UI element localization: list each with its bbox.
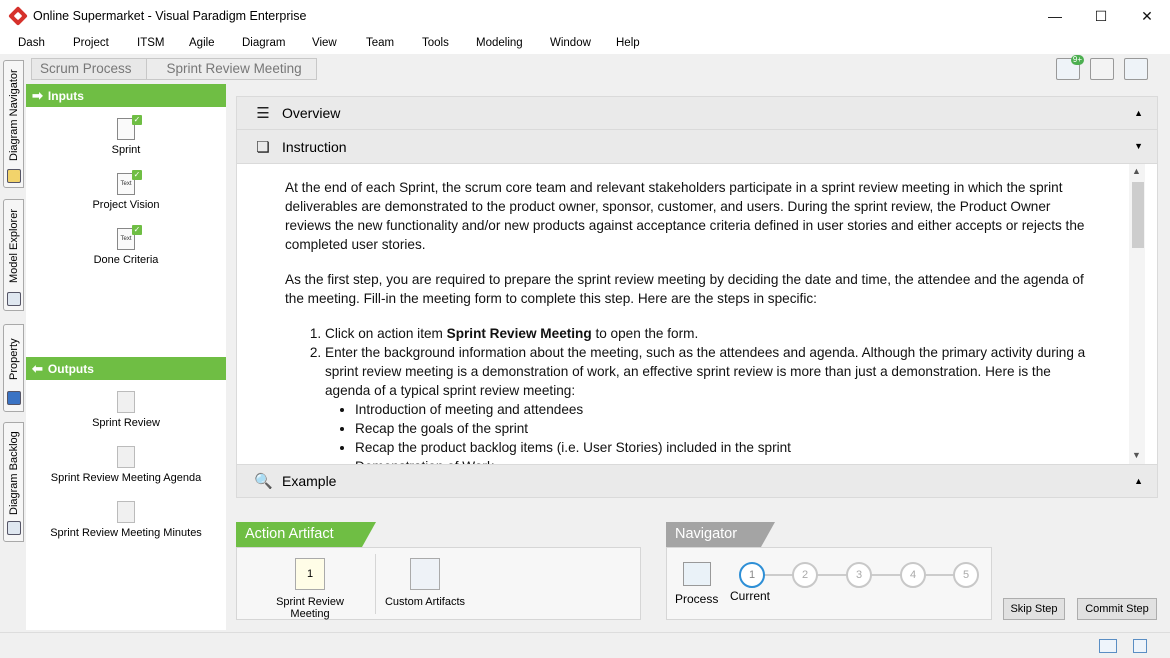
process-button[interactable] <box>675 562 718 606</box>
main-panel <box>236 96 1158 498</box>
outputs-header-label: Outputs <box>47 361 94 376</box>
tab-label: Model Explorer <box>8 209 20 283</box>
document-icon <box>117 446 135 468</box>
overview-section-header[interactable] <box>236 96 1158 130</box>
skip-step-button[interactable]: Skip Step <box>1003 598 1065 620</box>
title-bar <box>0 0 1170 32</box>
text-doc-icon: Text ✓ <box>117 173 135 195</box>
tab-diagram-backlog[interactable] <box>3 422 24 542</box>
check-icon: ✓ <box>133 225 141 234</box>
process-icon <box>683 562 711 586</box>
artifact-label: Custom Artifacts <box>384 596 466 608</box>
instruction-content <box>236 164 1158 464</box>
instruction-paragraph: As the first step, you are required to prepare the sprint review meeting by deciding the date and time, the attendee and the agenda of the meeting. Fill-in the meeting form to complete this step. Here are the steps in specific: <box>285 272 1084 306</box>
instruction-text <box>285 178 1097 476</box>
text-doc-icon: Text ✓ <box>117 228 135 250</box>
current-step-label: Current <box>730 589 771 603</box>
breadcrumb-sprint-review-meeting[interactable]: Sprint Review Meeting <box>146 58 317 80</box>
menu-team[interactable]: Team <box>366 37 395 49</box>
outputs-header <box>26 357 226 380</box>
output-label: Sprint Review Meeting Agenda <box>50 472 202 484</box>
caret-up-icon: ▲ <box>1134 476 1143 486</box>
model-explorer-icon <box>7 292 21 306</box>
input-project-vision[interactable] <box>26 170 226 211</box>
menu-help[interactable]: Help <box>616 37 640 49</box>
mail-icon[interactable] <box>1099 639 1117 653</box>
instruction-steps <box>325 324 1097 476</box>
step-1[interactable]: 1 <box>739 562 765 588</box>
artifact-custom-artifacts[interactable] <box>383 558 467 608</box>
example-section-header[interactable] <box>236 464 1158 498</box>
navigator-header: Navigator <box>666 522 761 547</box>
menu-view[interactable]: View <box>312 37 337 49</box>
breadcrumb <box>31 58 317 80</box>
menu-lines-icon: ☰ <box>256 105 270 122</box>
announcement-icon[interactable] <box>1056 55 1082 80</box>
overview-title: Overview <box>282 105 341 121</box>
navigator-panel <box>666 547 992 620</box>
arrow-right-icon: ➡ <box>32 87 43 103</box>
step-3[interactable]: 3 <box>846 562 872 588</box>
fit-width-icon[interactable] <box>1090 58 1114 80</box>
search-icon: 🔍 <box>254 473 273 490</box>
scroll-down-icon[interactable]: ▼ <box>1132 450 1141 460</box>
menu-diagram[interactable]: Diagram <box>242 37 286 49</box>
example-title: Example <box>282 473 337 489</box>
arrow-left-icon: ⬅ <box>32 360 43 376</box>
diagram-navigator-icon <box>7 169 21 183</box>
notification-badge: 9+ <box>1072 55 1082 64</box>
inputs-header <box>26 84 226 107</box>
inputs-header-label: Inputs <box>47 88 84 103</box>
divider <box>375 554 376 614</box>
menu-modeling[interactable]: Modeling <box>476 37 523 49</box>
tab-label: Property <box>8 338 20 380</box>
menu-tools[interactable]: Tools <box>422 37 449 49</box>
status-bar <box>0 632 1170 658</box>
io-panel <box>26 84 226 630</box>
window-title: Online Supermarket - Visual Paradigm Enterprise <box>33 9 307 23</box>
input-done-criteria[interactable] <box>26 225 226 266</box>
maximize-button[interactable]: ☐ <box>1094 7 1108 24</box>
input-label: Done Criteria <box>93 254 159 266</box>
custom-artifacts-icon <box>410 558 440 590</box>
scroll-up-icon[interactable]: ▲ <box>1132 166 1141 176</box>
scrollbar-thumb[interactable] <box>1132 182 1144 248</box>
action-item-name: Sprint Review Meeting <box>446 326 592 341</box>
property-icon <box>7 391 21 405</box>
instruction-scrollbar[interactable] <box>1129 164 1145 464</box>
check-icon: ✓ <box>133 115 141 124</box>
step-5[interactable]: 5 <box>953 562 979 588</box>
window-controls <box>1032 0 1170 32</box>
input-label: Sprint <box>111 144 141 156</box>
artifact-sprint-review-meeting[interactable] <box>255 558 365 620</box>
form-doc-icon: 1 <box>295 558 325 590</box>
document-icon <box>117 501 135 523</box>
menu-dash[interactable]: Dash <box>18 37 45 49</box>
document-icon <box>117 391 135 413</box>
tab-label: Diagram Backlog <box>8 431 20 515</box>
caret-up-icon: ▲ <box>1134 108 1143 118</box>
breadcrumb-scrum-process[interactable]: Scrum Process <box>31 58 147 80</box>
menu-itsm[interactable]: ITSM <box>137 37 165 49</box>
agenda-item: • Recap the product backlog items (i.e. User Stories) included in the sprint <box>355 438 1097 457</box>
top-toolbar <box>1056 55 1148 80</box>
tab-diagram-navigator[interactable] <box>3 60 24 188</box>
agenda-item: • Recap the goals of the sprint <box>355 419 1097 438</box>
artifact-label: Sprint Review Meeting <box>276 596 344 620</box>
step-2[interactable]: 2 <box>792 562 818 588</box>
instruction-book-icon: ❏ <box>256 138 270 156</box>
caret-down-icon: ▼ <box>1134 141 1143 151</box>
action-artifact-panel <box>236 547 641 620</box>
output-sprint-review-meeting-minutes[interactable] <box>26 501 226 539</box>
input-label: Project Vision <box>92 199 160 211</box>
instruction-title: Instruction <box>282 138 347 155</box>
instruction-step: 1. Click on action item Sprint Review Meeting to open the form. <box>325 324 1097 343</box>
step-indicator <box>739 562 983 588</box>
tab-model-explorer[interactable] <box>3 199 24 311</box>
process-label: Process <box>675 592 719 606</box>
instruction-step: 2. Enter the background information about the meeting, such as the attendees and agenda. Although the primary activity during a sprint review meeting is a demonstration of work, an effective sprint review is more than just a demonstration. Here is the agenda of a typical sprint review meeting: • Introduction of meeting and attendees • Recap the goals of the sprint • Recap the product backlog items (i.e. User Stories) included in the sprint • <box>325 343 1097 476</box>
menu-bar <box>0 32 1170 54</box>
input-sprint[interactable] <box>26 115 226 156</box>
action-artifact-header: Action Artifact <box>236 522 362 547</box>
output-sprint-review[interactable] <box>26 391 226 429</box>
side-tab-strip <box>0 54 26 634</box>
menu-window[interactable]: Window <box>550 37 591 49</box>
check-icon: ✓ <box>133 170 141 179</box>
table-doc-icon <box>117 115 141 140</box>
commit-step-button[interactable]: Commit Step <box>1077 598 1157 620</box>
output-label: Sprint Review <box>92 417 160 429</box>
diagram-backlog-icon <box>7 521 21 535</box>
instruction-section-header[interactable] <box>236 130 1158 164</box>
edit-document-icon[interactable] <box>1133 639 1147 653</box>
menu-project[interactable]: Project <box>73 37 109 49</box>
output-label: Sprint Review Meeting Minutes <box>50 527 202 539</box>
agenda-item: • Introduction of meeting and attendees <box>355 400 1097 419</box>
close-button[interactable]: ✕ <box>1141 7 1153 24</box>
app-logo-icon <box>8 6 28 26</box>
tab-label: Diagram Navigator <box>8 69 20 161</box>
menu-agile[interactable]: Agile <box>189 37 215 49</box>
tab-property[interactable] <box>3 324 24 412</box>
layout-icon[interactable] <box>1124 58 1148 80</box>
instruction-paragraph: At the end of each Sprint, the scrum core team and relevant stakeholders participate in a sprint review meeting in which the sprint deliverables are demonstrated to the product owner, sponsor, customer, and users. During the sprint review, the Product Owner reviews the new functionality and/or new products against acceptance criteria defined in user stories and either accepts or rejects the completed user stories. <box>285 180 1085 252</box>
output-sprint-review-meeting-agenda[interactable] <box>26 446 226 484</box>
minimize-button[interactable]: — <box>1048 8 1062 24</box>
step-4[interactable]: 4 <box>900 562 926 588</box>
